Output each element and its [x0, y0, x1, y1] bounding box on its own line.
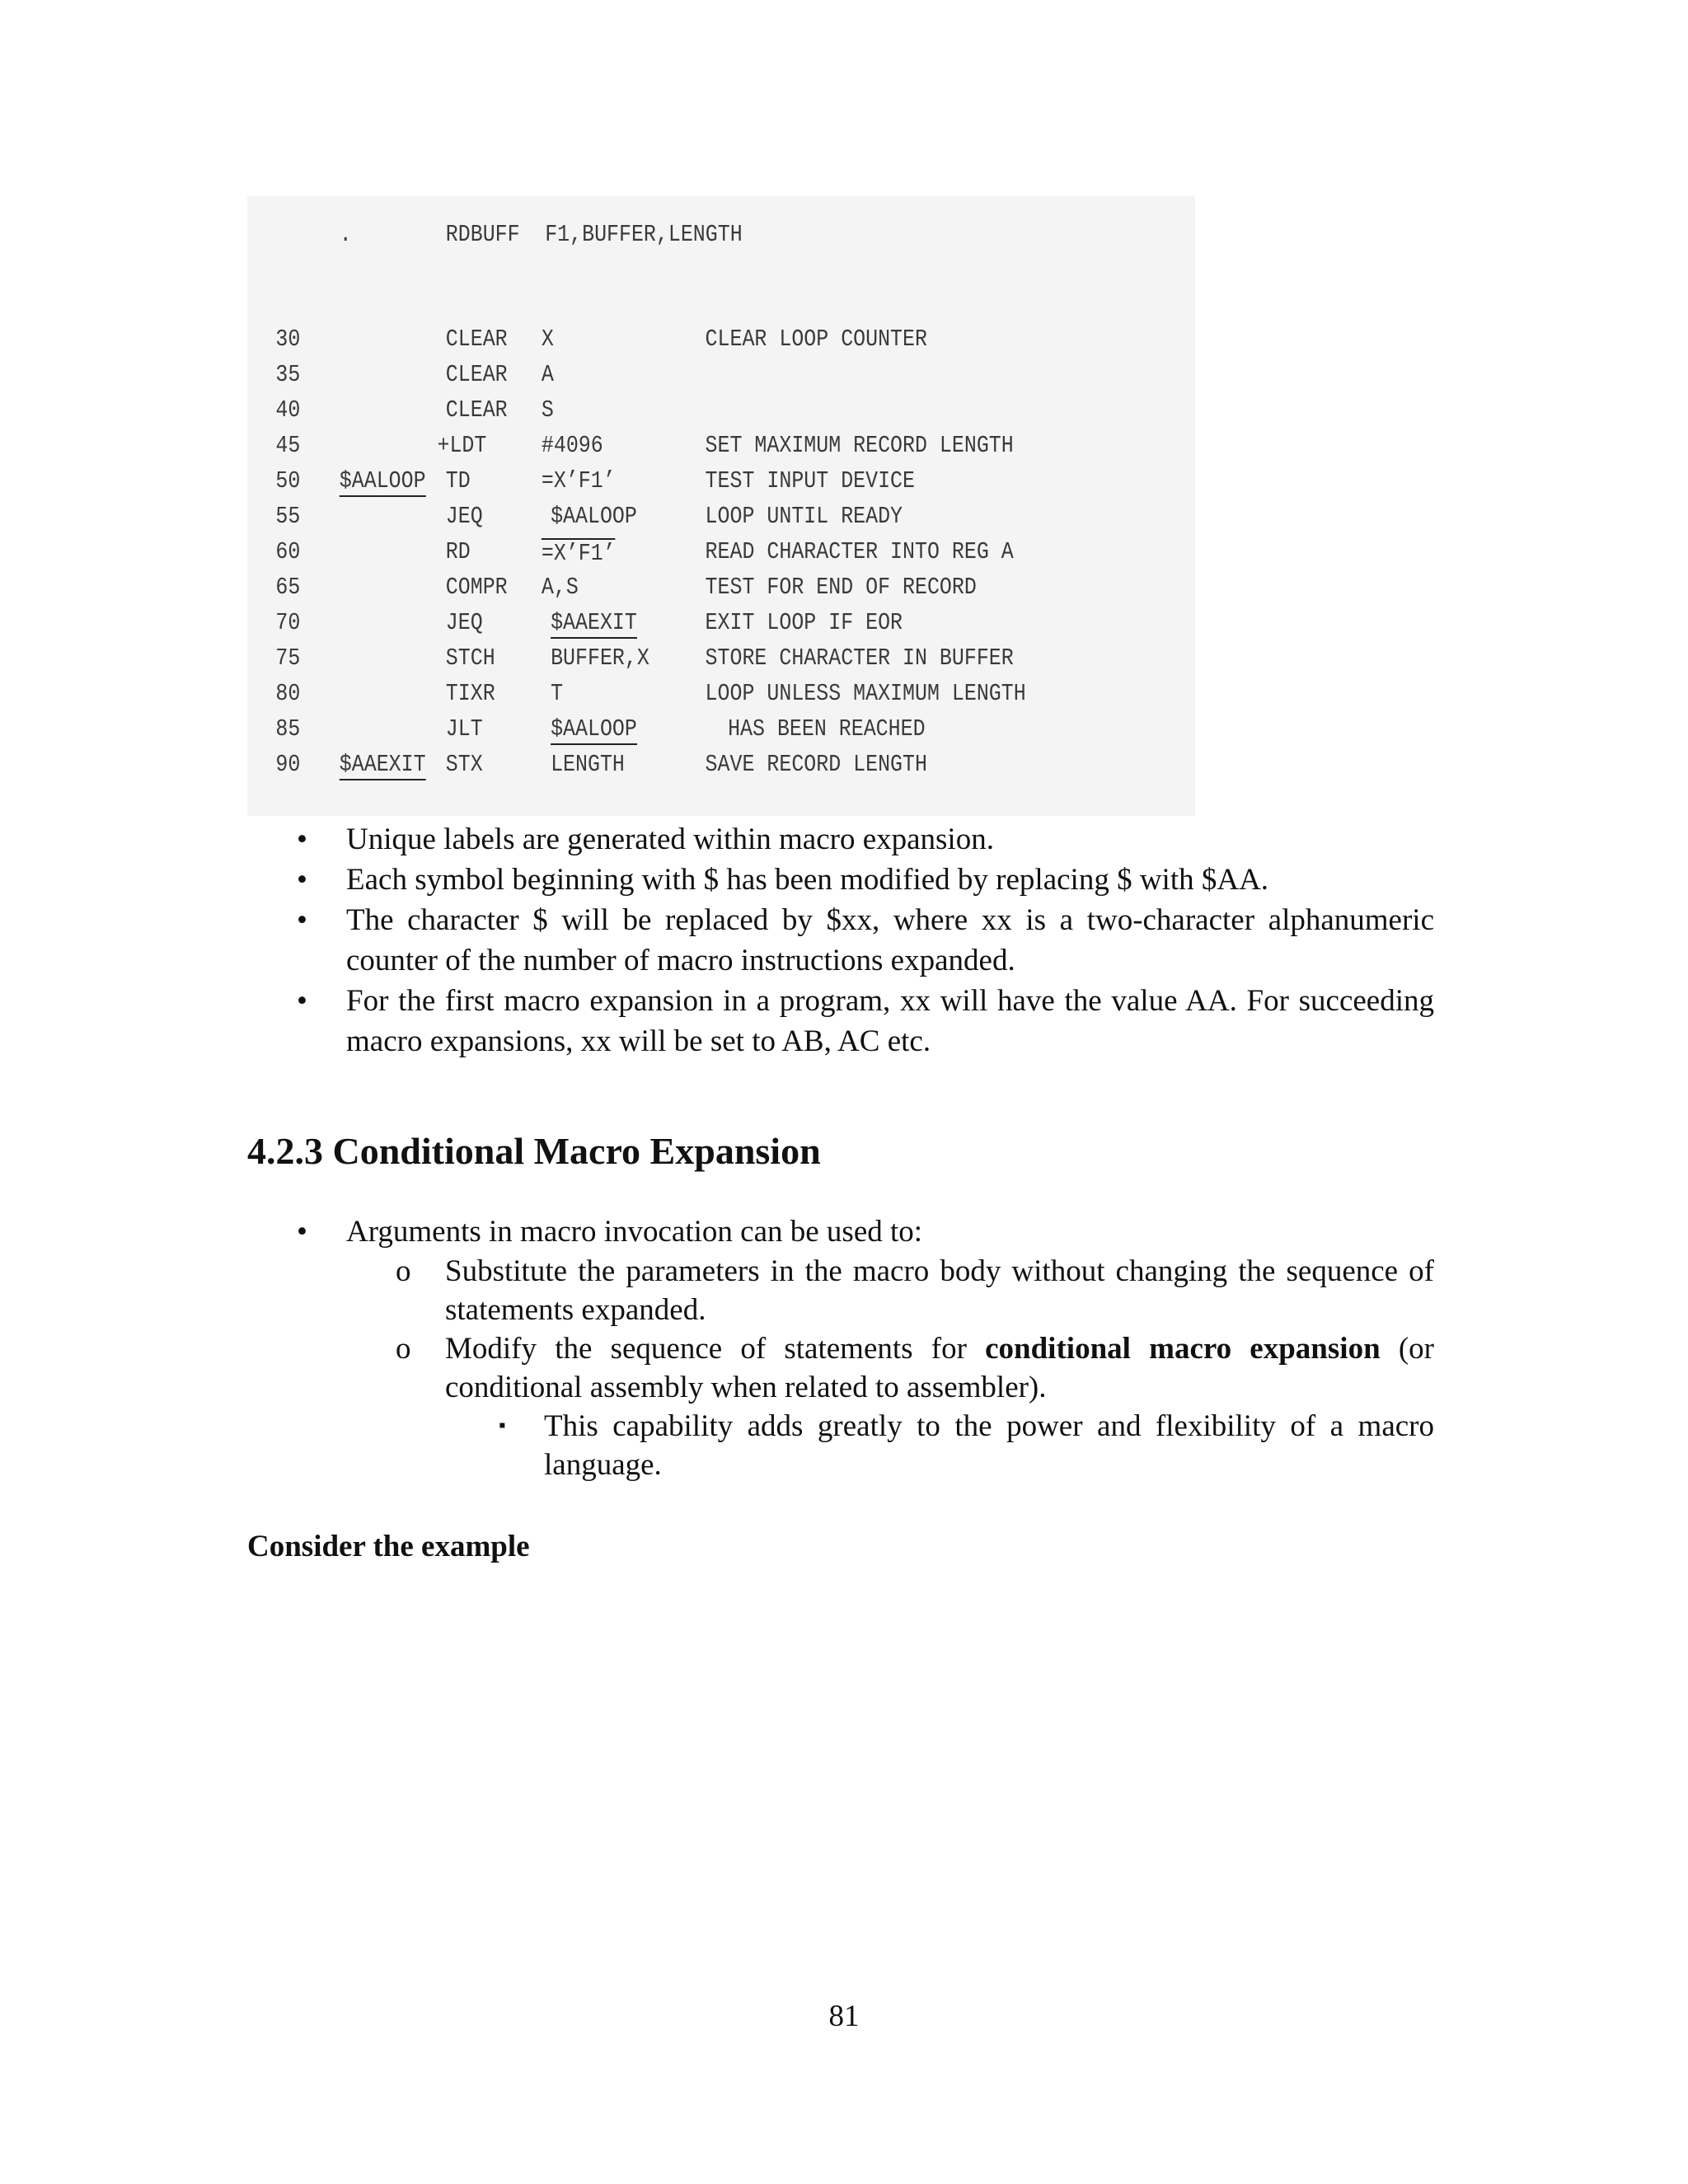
- subsub-bullet-item: [297, 1407, 1434, 1484]
- line-number: 35: [275, 361, 301, 388]
- operand: $AALOOP: [551, 503, 637, 530]
- unique-label-bullets: [297, 819, 1434, 1062]
- operand: #4096: [541, 432, 603, 459]
- comment: SET MAXIMUM RECORD LENGTH: [705, 432, 1014, 459]
- code-line: [247, 432, 1062, 467]
- code-line: [247, 467, 1062, 503]
- opcode: CLEAR: [445, 326, 508, 353]
- label-aaexit: $AAEXIT: [340, 751, 426, 780]
- bullet-item: • Each symbol beginning with $ has been modified by replacing $ with $AA.: [297, 860, 1434, 900]
- code-line: [247, 715, 1062, 751]
- operand: BUFFER,X: [551, 644, 649, 672]
- opcode: RD: [445, 538, 471, 565]
- line-number: 45: [275, 432, 301, 459]
- line-number: 60: [275, 538, 301, 565]
- operand: X: [541, 326, 554, 353]
- code-line: [247, 644, 1062, 680]
- opcode: STX: [445, 751, 483, 778]
- opcode: COMPR: [445, 574, 508, 601]
- operand: S: [541, 396, 554, 424]
- line-number: 40: [275, 396, 301, 424]
- section-bullets: [297, 1212, 1434, 1484]
- text-run: Modify the sequence of statements for: [445, 1332, 986, 1366]
- bullet-item: • The character $ will be replaced by $xx, where xx is a two-character alphanumeric counter of the number of macro instructions expanded.: [297, 900, 1434, 981]
- comment: STORE CHARACTER IN BUFFER: [705, 644, 1014, 672]
- line-number: 50: [275, 467, 301, 494]
- code-header-line: [247, 221, 1062, 256]
- operand: LENGTH: [551, 751, 625, 778]
- code-line: [247, 751, 1062, 786]
- comment: SAVE RECORD LENGTH: [705, 751, 927, 778]
- comment: CLEAR LOOP COUNTER: [705, 326, 927, 353]
- operand: A,S: [541, 574, 579, 601]
- consider-heading: Consider the example: [247, 1530, 530, 1563]
- comment: READ CHARACTER INTO REG A: [705, 538, 1014, 565]
- opcode: JEQ: [445, 503, 483, 530]
- comment: LOOP UNTIL READY: [705, 503, 903, 530]
- code-line: [247, 361, 1062, 396]
- page-number: 81: [828, 1999, 860, 2033]
- code-line: [247, 609, 1062, 644]
- label-aaloop: $AALOOP: [340, 467, 426, 497]
- bullet-item: • For the first macro expansion in a program, xx will have the value AA. For succeeding macro expansions, xx will be set to AB, AC etc.: [297, 981, 1434, 1062]
- operand: $AALOOP: [551, 715, 637, 745]
- line-number: 55: [275, 503, 301, 530]
- comment: EXIT LOOP IF EOR: [705, 609, 903, 636]
- operand: $AAEXIT: [551, 609, 637, 639]
- opcode: TIXR: [445, 680, 495, 707]
- code-line: [247, 538, 1062, 574]
- sub-bullet-marker: o: [396, 1254, 411, 1288]
- code-header-op: RDBUFF: [445, 221, 520, 248]
- operand: =X’F1’: [541, 467, 616, 494]
- line-number: 80: [275, 680, 301, 707]
- sub-bullet-item: [297, 1329, 1434, 1407]
- comment: HAS BEEN REACHED: [728, 715, 926, 743]
- opcode: STCH: [445, 644, 495, 672]
- line-number: 65: [275, 574, 301, 601]
- code-dot: .: [339, 221, 352, 248]
- comment: TEST FOR END OF RECORD: [705, 574, 977, 601]
- code-line: [247, 396, 1062, 432]
- comment: TEST INPUT DEVICE: [705, 467, 915, 494]
- line-number: 75: [275, 644, 301, 672]
- code-header-arg: F1,BUFFER,LENGTH: [545, 221, 743, 248]
- line-number: 30: [275, 326, 301, 353]
- code-line: [247, 574, 1062, 609]
- opcode: TD: [445, 467, 471, 494]
- subsub-bullet-text: This capability adds greatly to the power and flexibility of a macro language.: [544, 1409, 1434, 1482]
- sub-bullet-text: [445, 1332, 1434, 1404]
- sub-bullet-item: [297, 1252, 1434, 1329]
- operand: T: [551, 680, 564, 707]
- operand: =X’F1’: [541, 540, 616, 567]
- code-line: [247, 680, 1062, 715]
- bullet-item: • Arguments in macro invocation can be used to:: [297, 1212, 1434, 1252]
- opcode: JLT: [445, 715, 483, 743]
- section-heading: 4.2.3 Conditional Macro Expansion: [247, 1130, 821, 1172]
- opcode: JEQ: [445, 609, 483, 636]
- code-line: [247, 503, 1062, 538]
- comment: LOOP UNLESS MAXIMUM LENGTH: [705, 680, 1026, 707]
- opcode: CLEAR: [445, 396, 508, 424]
- code-listing-image: [247, 196, 1195, 816]
- operand: A: [541, 361, 554, 388]
- square-bullet-marker: ▪: [499, 1415, 506, 1436]
- text-run: (or conditional assembly when related to assembler).: [445, 1332, 1434, 1404]
- bullet-item: • Unique labels are generated within macro expansion.: [297, 819, 1434, 860]
- opcode: +LDT: [437, 432, 487, 459]
- opcode: CLEAR: [445, 361, 508, 388]
- sub-bullet-marker: o: [396, 1332, 411, 1366]
- bold-term: conditional macro expansion: [985, 1332, 1381, 1366]
- line-number: 85: [275, 715, 301, 743]
- line-number: 70: [275, 609, 301, 636]
- sub-bullet-text: Substitute the parameters in the macro body without changing the sequence of statements expanded.: [445, 1254, 1434, 1327]
- code-line: [247, 326, 1062, 361]
- line-number: 90: [275, 751, 301, 778]
